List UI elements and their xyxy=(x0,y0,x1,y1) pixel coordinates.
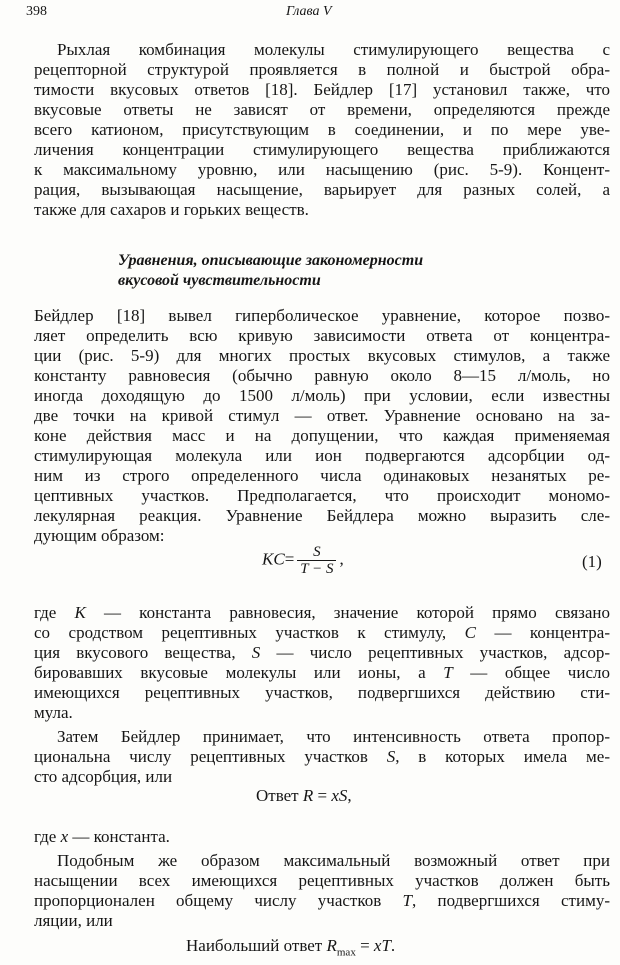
text-line: лекулярная реакция. Уравнение Бейдлера можно выразить сле- xyxy=(34,506,610,525)
text-line: сто адсорбция, или xyxy=(34,767,173,786)
text-line: также для сахаров и горьких веществ. xyxy=(34,200,309,219)
text-line: ним из строго определенного числа одинаковых незанятых ре- xyxy=(34,466,610,485)
text-line: Бейдлер [18] вывел гиперболическое уравнение, которое позво- xyxy=(34,306,610,325)
text-line: к максимальному уровню, или насыщению (рис. 5-9). Концент- xyxy=(34,160,610,179)
fraction: $\frac{S}{T - S}$ xyxy=(297,544,336,577)
section-heading-line1: Уравнения, описывающие закономерности xyxy=(118,252,424,269)
text-line: ции (рис. 5-9) для многих простых вкусовых стимулов, а также xyxy=(34,346,610,365)
constant-definition: где x — константа. xyxy=(34,827,170,846)
text-line: рация, вызывающая насыщение, варьирует для разных солей, а xyxy=(34,180,610,199)
text-line: цептивных участков. Предполагается, что происходит мономо- xyxy=(34,486,610,505)
text-line: имеющихся рецептивных участков, подвергшихся действию сти- xyxy=(34,683,610,702)
text-line: Рыхлая комбинация молекулы стимулирующего вещества с xyxy=(57,40,610,59)
page-number: 398 xyxy=(26,4,47,19)
text-line: Подобным же образом максимальный возможный ответ при xyxy=(57,851,610,870)
text-line: две точки на кривой стимул — ответ. Уравнение основано на за- xyxy=(34,406,610,425)
text-line: где K — константа равновесия, значение которой прямо связано xyxy=(34,603,611,622)
text-line: пропорционален общему числу участков T, подвергшихся стиму- xyxy=(34,891,610,910)
text-line: ляции, или xyxy=(34,911,113,930)
text-line: со сродством рецептивных участков к стимулу, C — концентра- xyxy=(34,623,611,642)
text-line: ция вкусового вещества, S — число рецептивных участков, адсор- xyxy=(34,643,611,662)
equation-number: (1) xyxy=(582,552,602,571)
text-line: всего катионом, присутствующим в соединении, и по мере уве- xyxy=(34,120,610,139)
running-title: Глава V xyxy=(286,4,332,19)
text-line: дующим образом: xyxy=(34,526,165,545)
text-line: ляет определить всю кривую зависимости ответа от концентра- xyxy=(34,326,610,345)
text-line: иногда доходящую до 1500 л/моль) при условии, если известны xyxy=(34,386,610,405)
equation-3: Наибольший ответ $R_{max}$ = xT. xyxy=(186,936,396,959)
text-line: коне действия масс и на допущении, что каждая применяемая xyxy=(34,426,610,445)
text-line: тимости вкусовых ответов [18]. Бейдлер [17] установил также, что xyxy=(34,80,610,99)
text-line: Затем Бейдлер принимает, что интенсивность ответа пропор- xyxy=(57,727,610,746)
text-line: циональна числу рецептивных участков S, в которых имела ме- xyxy=(34,747,610,766)
text-line: мула. xyxy=(34,703,73,722)
text-line: насыщении всех имеющихся рецептивных участков должен быть xyxy=(34,871,610,890)
text-line: стимулирующая молекула или ион подвергаются адсорбции од- xyxy=(34,446,610,465)
equation-1: KC= $\frac{S}{T - S}$ , xyxy=(262,544,344,577)
text-line: бировавших вкусовые молекулы или ионы, а T — общее число xyxy=(34,663,610,682)
text-line: личения концентрации стимулирующего вещества приближаются xyxy=(34,140,610,159)
equation-2: Ответ R = xS, xyxy=(256,786,352,805)
text-line: константу равновесия (обычно равную около 8—15 л/моль, но xyxy=(34,366,610,385)
text-line: вкусовые ответы не зависят от времени, определяются прежде xyxy=(34,100,610,119)
text-line: рецепторной структурой проявляется в полной и быстрой обра- xyxy=(34,60,610,79)
section-heading-line2: вкусовой чувствительности xyxy=(118,272,321,289)
